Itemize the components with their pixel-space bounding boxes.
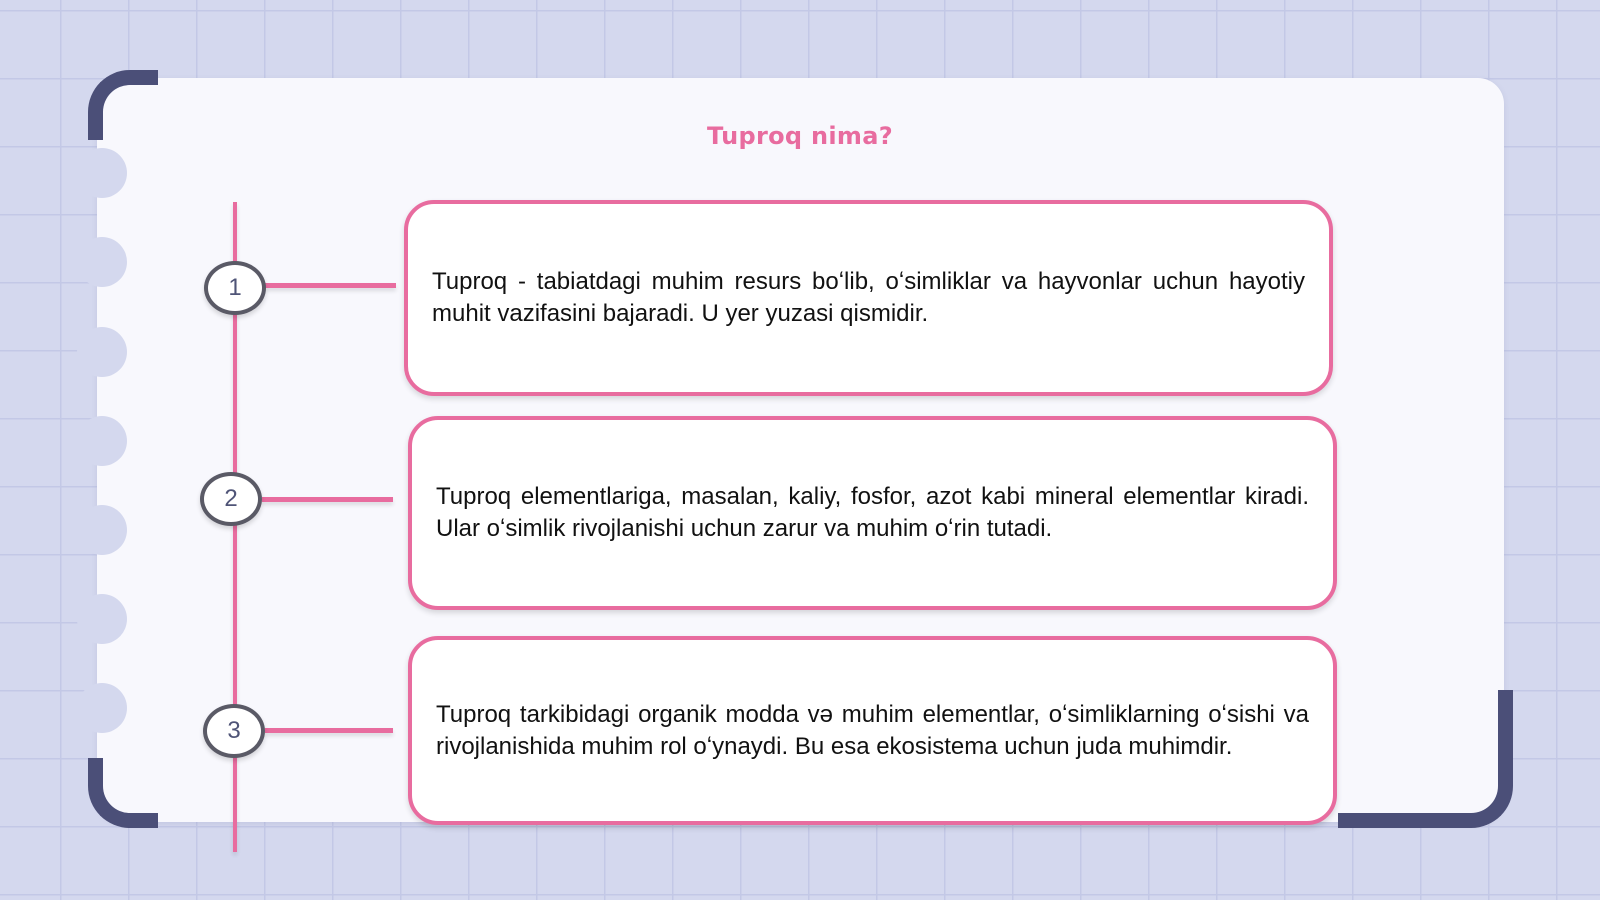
paper-notch: [77, 683, 127, 733]
paper-notch: [77, 327, 127, 377]
timeline-connector-1: [265, 283, 396, 288]
paper-notch: [77, 416, 127, 466]
info-card-2: [408, 416, 1337, 610]
timeline-connector-2: [262, 497, 393, 502]
slide-title: Tuproq nima?: [707, 122, 893, 150]
frame-corner-bottom-left: [88, 758, 158, 828]
info-card-3: [408, 636, 1337, 825]
info-card-text-3: Tuproq tarkibidagi organik modda və muhim elementlar, oʻsimliklarning oʻsishi va rivojlanishida muhim rol oʻynaydi. Bu esa ekosistema uchun juda muhimdir.: [436, 700, 1309, 760]
paper-notch: [77, 505, 127, 555]
paper-notch: [77, 148, 127, 198]
step-number-circle-2: 2: [200, 472, 262, 526]
timeline-connector-3: [265, 728, 393, 733]
info-card-text-1: Tuproq - tabiatdagi muhim resurs boʻlib, oʻsimliklar va hayvonlar uchun hayotiy muhit vazifasini bajaradi. U yer yuzasi qismidir.: [432, 268, 1305, 327]
info-card-1: [404, 200, 1333, 396]
step-number-circle-1: 1: [204, 261, 266, 315]
step-number-circle-3: 3: [203, 704, 265, 758]
frame-corner-bottom-right: [1338, 690, 1513, 828]
paper-notch: [77, 237, 127, 287]
info-card-text-2: Tuproq elementlariga, masalan, kaliy, fosfor, azot kabi mineral elementlar kiradi. Ular oʻsimlik rivojlanishi uchun zarur va muhim oʻrin tutadi.: [436, 483, 1309, 542]
paper-notch: [77, 594, 127, 644]
